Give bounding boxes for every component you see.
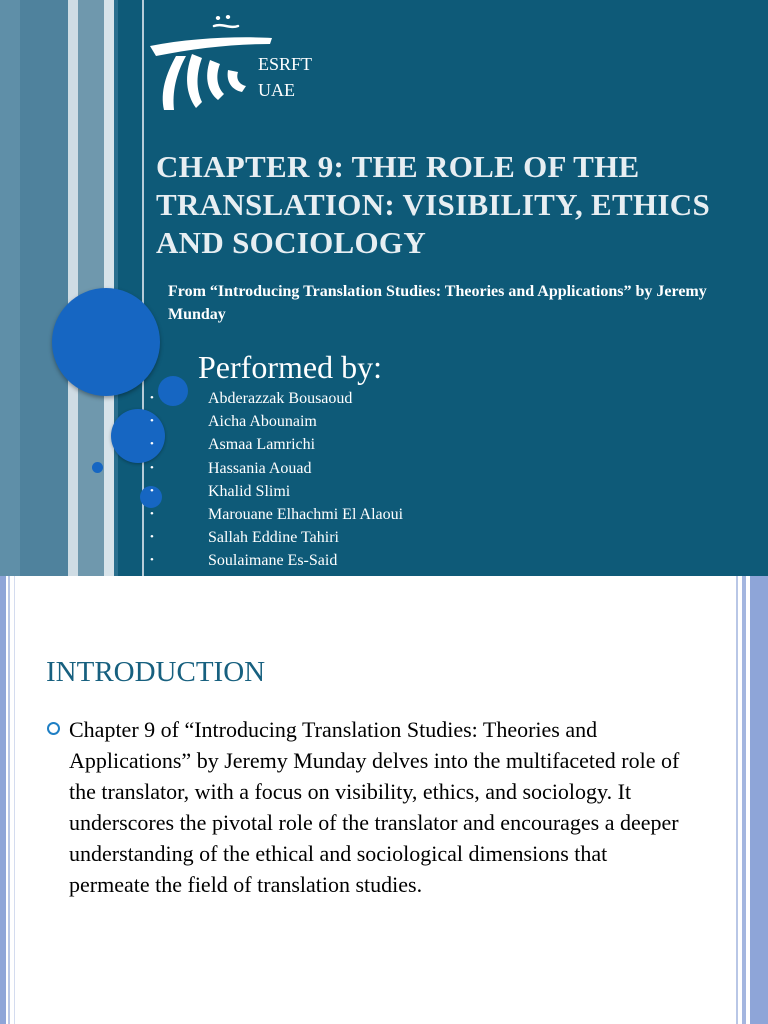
org-name-line: UAE — [258, 80, 295, 100]
member-name: Hassania Aouad — [208, 459, 312, 477]
decorative-band — [0, 576, 6, 1024]
member-name: Asmaa Lamrichi — [208, 436, 316, 454]
decorative-circle — [92, 462, 103, 473]
decorative-band — [750, 576, 768, 1024]
decorative-band — [14, 576, 15, 1024]
decorative-circle — [52, 288, 160, 396]
member-name: Abderazzak Bousaoud — [208, 390, 353, 407]
decorative-band — [68, 0, 78, 576]
bullet-icon: • — [150, 531, 154, 544]
member-item — [150, 387, 403, 410]
decorative-band — [0, 0, 20, 576]
member-item — [150, 526, 403, 549]
member-name: Soulaimane Es-Said — [208, 552, 338, 570]
member-item — [150, 457, 403, 480]
decorative-band — [20, 0, 68, 576]
bullet-icon: • — [150, 484, 154, 497]
member-list — [150, 387, 403, 573]
performed-by-label: Performed by: — [198, 349, 382, 385]
member-item — [150, 503, 403, 526]
member-item — [150, 410, 403, 433]
introduction-slide — [0, 576, 768, 1024]
member-item — [150, 549, 403, 572]
introduction-body — [47, 714, 687, 900]
bullet-icon: • — [150, 461, 154, 474]
bullet-icon: • — [150, 415, 154, 428]
member-name: Sallah Eddine Tahiri — [208, 529, 339, 547]
slide-title: CHAPTER 9: THE ROLE OF THE TRANSLATION: VISIBILITY, ETHICS AND SOCIOLOGY — [156, 149, 711, 260]
decorative-band — [736, 576, 738, 1024]
bullet-icon: • — [150, 554, 154, 567]
esrft-logo — [146, 12, 276, 114]
org-name-line: ESRFT — [258, 54, 313, 74]
member-name: Aicha Abounaim — [208, 413, 317, 431]
decorative-band — [8, 576, 10, 1024]
introduction-heading: INTRODUCTION — [46, 656, 266, 688]
bullet-icon: • — [150, 438, 154, 451]
ring-bullet-icon — [47, 722, 60, 735]
member-item — [150, 480, 403, 503]
bullet-icon: • — [150, 507, 154, 520]
member-item — [150, 433, 403, 456]
slide-subtitle: From “Introducing Translation Studies: Theories and Applications” by Jeremy Munday — [168, 283, 707, 323]
decorative-band — [742, 576, 746, 1024]
introduction-paragraph: Chapter 9 of “Introducing Translation Studies: Theories and Applications” by Jeremy Munday delves into the multifaceted role of the translator, with a focus on visibility, ethics, and sociology. It underscores the pivotal role of the translator and encourages a deeper understanding of the ethical and sociological dimensions that permeate the field of translation studies. — [69, 717, 680, 897]
member-name: Marouane Elhachmi El Alaoui — [208, 505, 404, 523]
member-name: Khalid Slimi — [208, 482, 291, 500]
bullet-icon: • — [150, 392, 154, 404]
